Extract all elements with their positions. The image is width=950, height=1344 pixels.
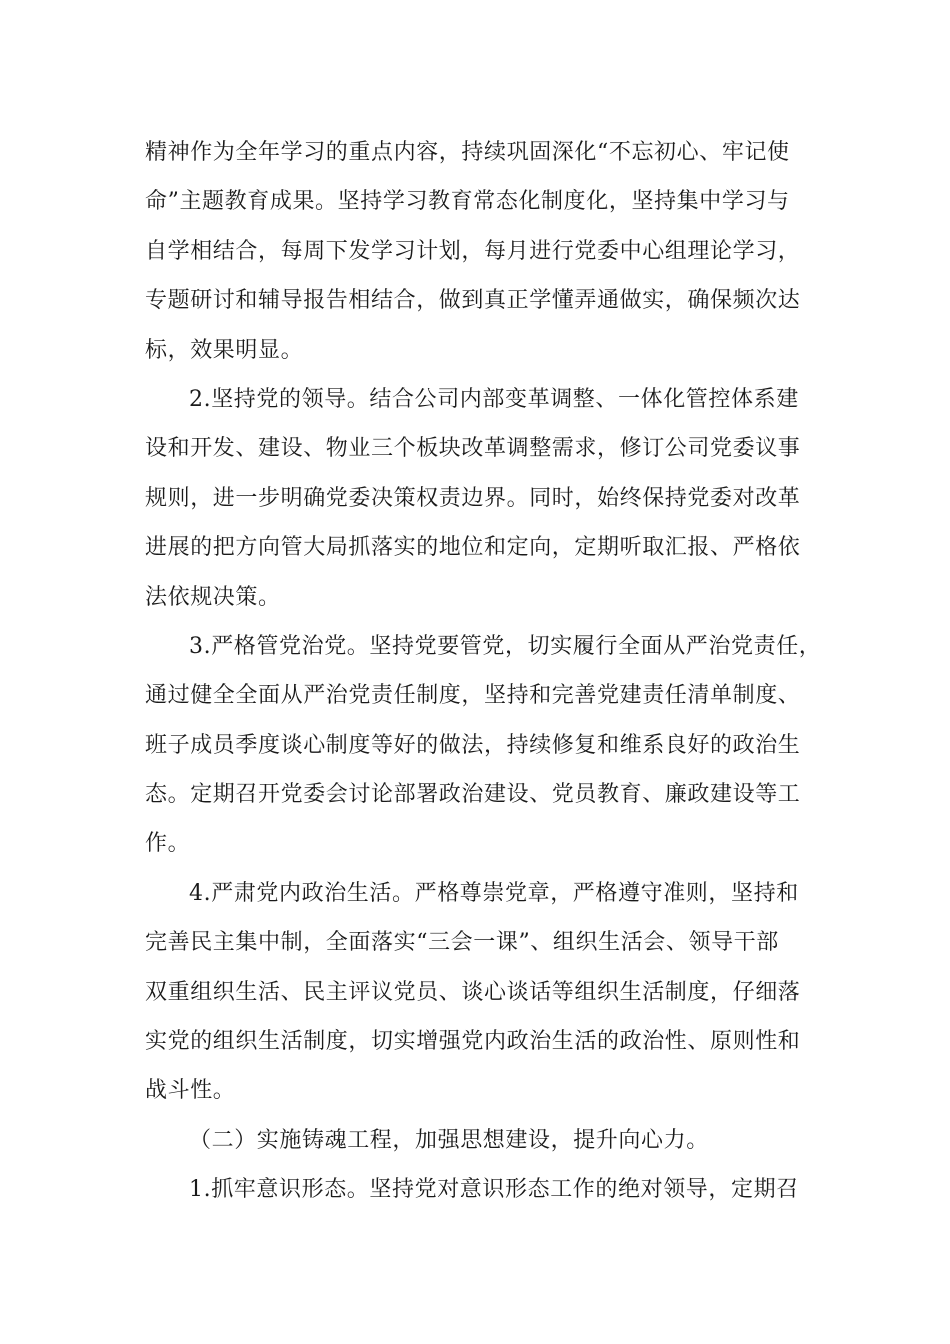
- text-line: 进展的把方向管大局抓落实的地位和定向，定期听取汇报、严格依: [145, 535, 801, 561]
- text-line: 双重组织生活、民主评议党员、谈心谈话等组织生活制度，仔细落: [145, 979, 801, 1005]
- section-heading: （二）实施铸魂工程，加强思想建设，提升向心力。: [189, 1127, 709, 1153]
- text-line: 班子成员季度谈心制度等好的做法，持续修复和维系良好的政治生: [145, 732, 801, 758]
- paragraph-start-line: 4.严肃党内政治生活。严格尊崇党章，严格遵守准则，坚持和: [189, 880, 799, 906]
- paragraph-start-line: 2.坚持党的领导。结合公司内部变革调整、一体化管控体系建: [189, 386, 799, 412]
- text-line: 实党的组织生活制度，切实增强党内政治生活的政治性、原则性和: [145, 1029, 801, 1055]
- text-line: 标，效果明显。: [145, 337, 304, 363]
- document-body: [145, 128, 822, 1215]
- text-line: 通过健全全面从严治党责任制度，坚持和完善党建责任清单制度、: [145, 683, 801, 709]
- paragraph-start-line: 1.抓牢意识形态。坚持党对意识形态工作的绝对领导，定期召: [189, 1177, 799, 1203]
- text-line: 命”主题教育成果。坚持学习教育常态化制度化，坚持集中学习与: [145, 189, 790, 215]
- text-line: 规则，进一步明确党委决策权责边界。同时，始终保持党委对改革: [145, 485, 801, 511]
- text-line: 完善民主集中制，全面落实“三会一课”、组织生活会、领导干部: [145, 930, 779, 956]
- text-line: 态。定期召开党委会讨论部署政治建设、党员教育、廉政建设等工: [145, 782, 801, 808]
- text-line: 精神作为全年学习的重点内容，持续巩固深化“不忘初心、牢记使: [145, 140, 790, 165]
- text-line: 专题研讨和辅导报告相结合，做到真正学懂弄通做实，确保频次达: [145, 288, 801, 314]
- text-line: 作。: [145, 831, 191, 857]
- text-line: 法依规决策。: [145, 584, 281, 610]
- text-line: 自学相结合，每周下发学习计划，每月进行党委中心组理论学习，: [145, 238, 801, 264]
- text-line: 设和开发、建设、物业三个板块改革调整需求，修订公司党委议事: [145, 436, 801, 462]
- paragraph-start-line: 3.严格管党治党。坚持党要管党，切实履行全面从严治党责任，: [189, 633, 822, 659]
- text-line: 战斗性。: [145, 1078, 236, 1104]
